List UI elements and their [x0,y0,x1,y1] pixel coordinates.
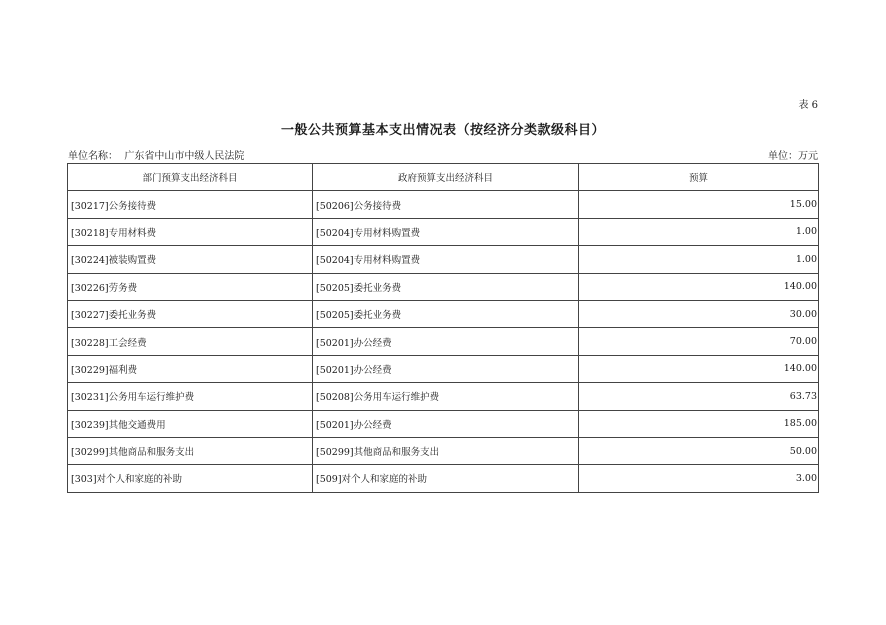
cell-gov-subject: [50204]专用材料购置费 [313,246,579,273]
cell-budget-amount: 70.00 [579,328,819,355]
unit-name-label: 单位名称： [68,151,118,162]
budget-table [67,163,819,493]
cell-budget-amount: 30.00 [579,300,819,327]
cell-dept-subject: [30224]被装购置费 [68,246,313,273]
unit-name [68,147,244,162]
cell-gov-subject: [509]对个人和家庭的补助 [313,465,579,492]
cell-gov-subject: [50205]委托业务费 [313,273,579,300]
header-dept-subject: 部门预算支出经济科目 [68,164,313,191]
cell-dept-subject: [30229]福利费 [68,355,313,382]
cell-gov-subject: [50201]办公经费 [313,355,579,382]
cell-dept-subject: [30217]公务接待费 [68,191,313,218]
table-row [68,355,819,382]
cell-dept-subject: [30231]公务用车运行维护费 [68,383,313,410]
table-row [68,191,819,218]
cell-dept-subject: [30227]委托业务费 [68,300,313,327]
table-number: 表 6 [798,100,818,111]
cell-gov-subject: [50299]其他商品和服务支出 [313,437,579,464]
cell-budget-amount: 1.00 [579,246,819,273]
cell-budget-amount: 1.00 [579,218,819,245]
table-row [68,218,819,245]
header-gov-subject: 政府预算支出经济科目 [313,164,579,191]
table-row [68,465,819,492]
cell-budget-amount: 185.00 [579,410,819,437]
table-row [68,328,819,355]
table-header-row [68,164,819,191]
cell-budget-amount: 50.00 [579,437,819,464]
table-row [68,300,819,327]
cell-budget-amount: 15.00 [579,191,819,218]
cell-gov-subject: [50201]办公经费 [313,328,579,355]
page-title: 一般公共预算基本支出情况表（按经济分类款级科目） [280,123,605,138]
table-row [68,410,819,437]
cell-gov-subject: [50201]办公经费 [313,410,579,437]
cell-dept-subject: [30299]其他商品和服务支出 [68,437,313,464]
cell-gov-subject: [50205]委托业务费 [313,300,579,327]
cell-gov-subject: [50206]公务接待费 [313,191,579,218]
table-row [68,383,819,410]
cell-budget-amount: 140.00 [579,355,819,382]
cell-gov-subject: [50208]公务用车运行维护费 [313,383,579,410]
header-budget: 预算 [579,164,819,191]
cell-budget-amount: 3.00 [579,465,819,492]
cell-budget-amount: 140.00 [579,273,819,300]
meta-row [68,147,818,161]
cell-dept-subject: [30226]劳务费 [68,273,313,300]
unit-name-value: 广东省中山市中级人民法院 [124,151,245,162]
table-row [68,273,819,300]
cell-dept-subject: [303]对个人和家庭的补助 [68,465,313,492]
cell-gov-subject: [50204]专用材料购置费 [313,218,579,245]
cell-budget-amount: 63.73 [579,383,819,410]
table-row [68,246,819,273]
table-row [68,437,819,464]
cell-dept-subject: [30239]其他交通费用 [68,410,313,437]
unit-label: 单位：万元 [768,151,818,162]
cell-dept-subject: [30218]专用材料费 [68,218,313,245]
cell-dept-subject: [30228]工会经费 [68,328,313,355]
